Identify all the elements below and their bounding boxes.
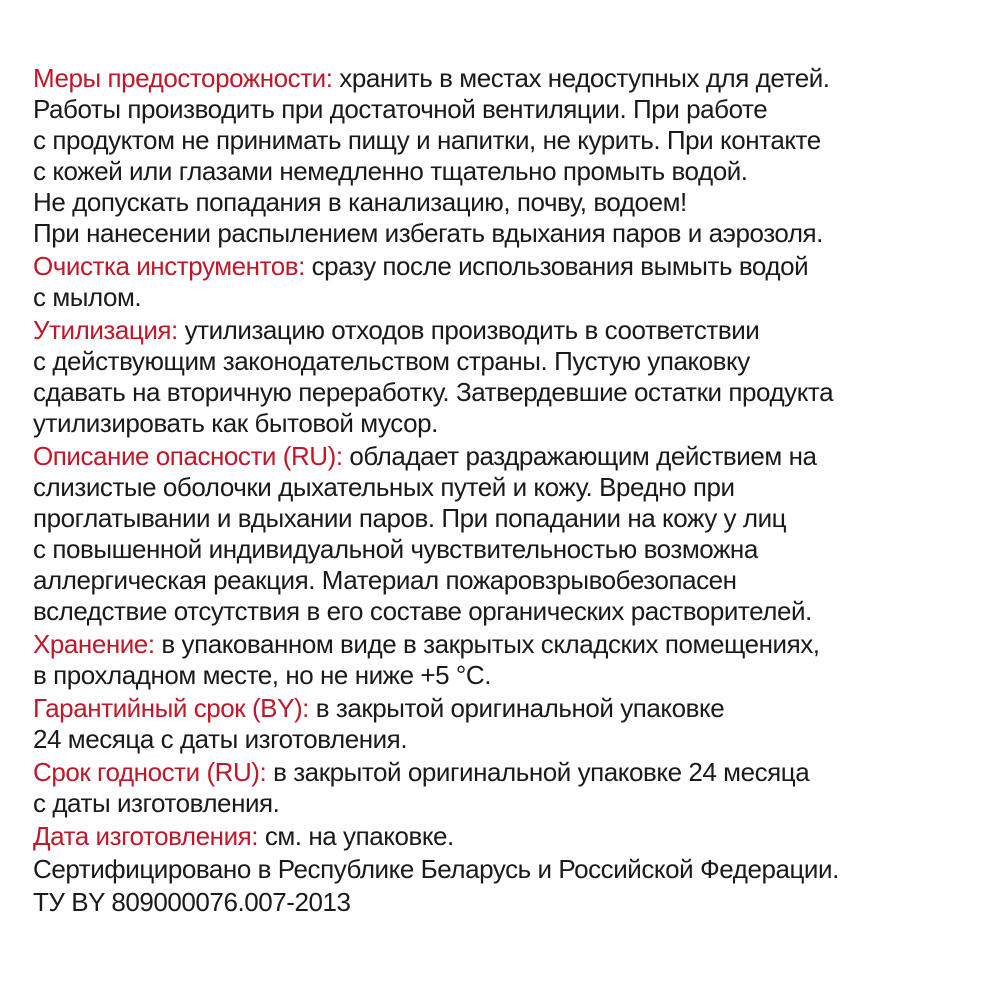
section-text: см. на упаковке. [258,821,454,851]
section-first-line [33,315,993,346]
section-warranty-by [33,693,993,755]
section-first-line [33,757,993,788]
section-text-line: с даты изготовления. [33,788,280,818]
section-first-line [33,441,993,472]
section-text-line: Работы производить при достаточной вентиляции. При работе [33,94,768,124]
section-text: утилизацию отходов производить в соответствии [177,315,760,345]
section-hazard-description [33,441,993,627]
section-label: Хранение: [33,629,155,659]
section-text-line: с продуктом не принимать пищу и напитки, не курить. При контакте [33,125,821,155]
section-text-line: с повышенной индивидуальной чувствительностью возможна [33,534,758,564]
section-text: в упакованном виде в закрытых складских помещениях, [154,629,820,659]
section-text: обладает раздражающим действием на [342,441,817,471]
section-text-line: аллергическая реакция. Материал пожаровзрывобезопасен [33,565,737,595]
section-text-line: с кожей или глазами немедленно тщательно промыть водой. [33,156,748,186]
section-text-line: в прохладном месте, но не ниже +5 °С. [33,660,491,690]
section-text-line: утилизировать как бытовой мусор. [33,408,438,438]
section-manufacture-date [33,821,993,852]
section-text: сразу после использования вымыть водой [304,251,809,281]
section-text-line: вследствие отсутствия в его составе органических растворителей. [33,596,812,626]
instructions-document [33,63,993,920]
section-label: Дата изготовления: [33,821,259,851]
section-label: Описание опасности (RU): [33,441,343,471]
section-storage [33,629,993,691]
section-label: Меры предосторожности: [33,63,333,93]
document-footer [33,854,993,920]
section-first-line [33,693,993,724]
section-text-line: Не допускать попадания в канализацию, почву, водоем! [33,187,687,217]
section-precautions [33,63,993,249]
section-text-line: с мылом. [33,282,142,312]
section-first-line [33,821,993,852]
section-first-line [33,629,993,660]
technical-standard: ТУ BY 809000076.007-2013 [33,887,351,917]
section-text: хранить в местах недоступных для детей. [332,63,830,93]
section-text: в закрытой оригинальной упаковке 24 месяца [266,757,810,787]
section-text-line: проглатывании и вдыхании паров. При попадании на кожу у лиц [33,503,787,533]
section-text-line: При нанесении распылением избегать вдыхания паров и аэрозоля. [33,218,823,248]
section-label: Срок годности (RU): [33,757,267,787]
section-disposal [33,315,993,439]
section-tool-cleaning [33,251,993,313]
section-first-line [33,63,993,94]
section-text: в закрытой оригинальной упаковке [308,693,725,723]
section-text-line: сдавать на вторичную переработку. Затвердевшие остатки продукта [33,377,834,407]
section-shelf-life-ru [33,757,993,819]
section-label: Утилизация: [33,315,178,345]
section-label: Гарантийный срок (BY): [33,693,309,723]
section-first-line [33,251,993,282]
section-text-line: 24 месяца с даты изготовления. [33,724,408,754]
section-text-line: слизистые оболочки дыхательных путей и кожу. Вредно при [33,472,735,502]
certification-text: Сертифицировано в Республике Беларусь и Российской Федерации. [33,854,839,884]
section-label: Очистка инструментов: [33,251,305,281]
section-text-line: с действующим законодательством страны. Пустую упаковку [33,346,750,376]
